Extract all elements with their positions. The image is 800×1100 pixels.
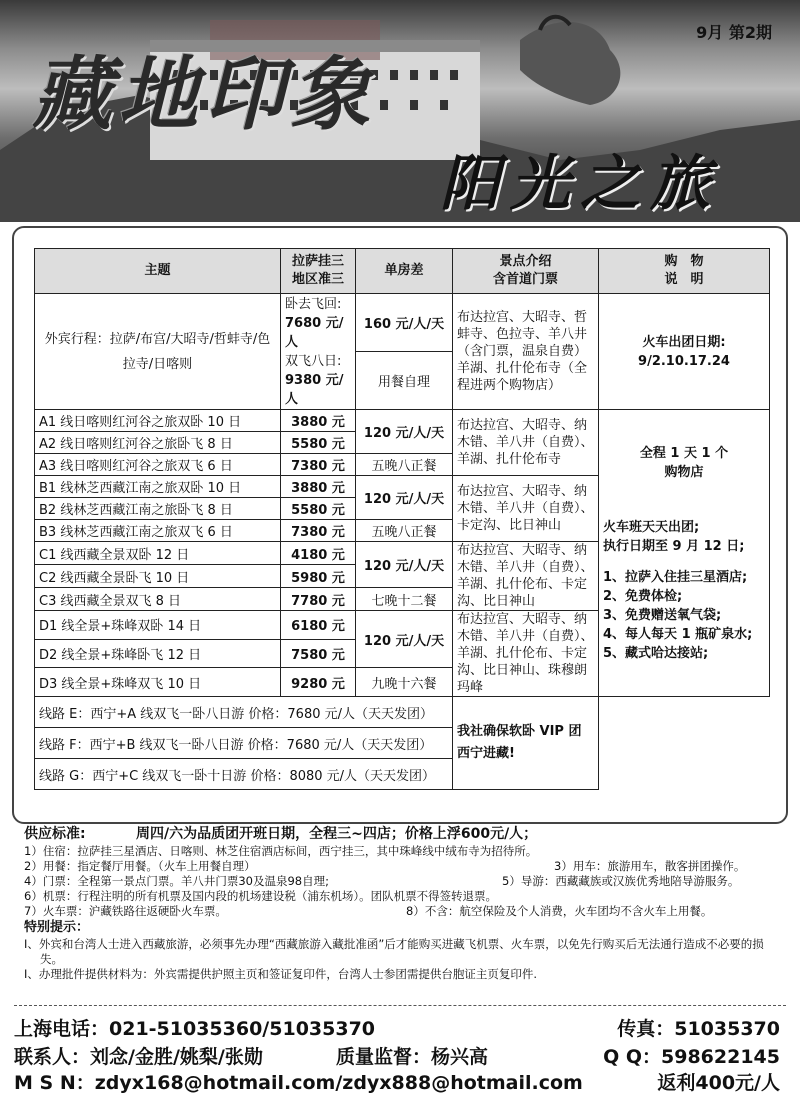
group-spots: 布达拉宫、大昭寺、纳木错、羊八井（自费）、羊湖、扎什伦布、卡定沟、比日神山、珠穆朗玛峰 <box>453 611 599 697</box>
fax: 传真：51035370 <box>617 1018 780 1040</box>
route-name: A1 线日喀则红河谷之旅双卧 10 日 <box>35 410 281 432</box>
header-single: 单房差 <box>356 249 453 294</box>
route-price: 9280 元 <box>281 668 356 697</box>
special-label: 特别提示： <box>24 920 90 935</box>
route-name: D1 线全景+珠峰双卧 14 日 <box>35 611 281 640</box>
contact-people: 联系人：刘念/金胜/姚梨/张勋 <box>14 1046 263 1068</box>
header-theme: 主题 <box>35 249 281 294</box>
contact-row-2 <box>14 1042 786 1068</box>
special-note: I、办理批件提供材料为：外宾需提供护照主页和签证复印件，台湾人士参团需提供台胞证主页复印件. <box>24 967 538 981</box>
line-e: 线路 E：西宁+A 线双飞一卧八日游 价格：7680 元/人（天天发团） <box>35 697 453 728</box>
phone: 上海电话：021-51035360/51035370 <box>14 1018 376 1040</box>
standard-item: 1）住宿：拉萨挂三星酒店、日喀则、林芝住宿酒店标间，西宁挂三，其中珠峰线中绒布寺为招待所。 <box>24 844 538 858</box>
header-price: 拉萨挂三 地区准三 <box>281 249 356 294</box>
route-name: B3 线林芝西藏江南之旅双飞 6 日 <box>35 520 281 542</box>
route-name: C2 线西藏全景卧飞 10 日 <box>35 565 281 588</box>
contact-row-3 <box>14 1068 786 1094</box>
route-price: 5980 元 <box>281 565 356 588</box>
foreign-shop: 火车出团日期: 9/2.10.17.24 <box>599 294 770 410</box>
divider <box>14 1005 786 1006</box>
standards-label: 供应标准: <box>24 826 86 842</box>
group-single: 120 元/人/天 <box>356 476 453 520</box>
foreign-price: 卧去飞回: 7680 元/人 双飞八日: 9380 元/人 <box>281 294 356 410</box>
line-row <box>35 697 770 728</box>
header-shopping: 购 物 说 明 <box>599 249 770 294</box>
group-meal: 九晚十六餐 <box>356 668 453 697</box>
foreign-row-1 <box>35 294 770 352</box>
title-sub: 阳光之旅 <box>440 149 720 219</box>
group-single: 120 元/人/天 <box>356 410 453 454</box>
group-spots: 布达拉宫、大昭寺、纳木错、羊八井（自费）、卡定沟、比日神山 <box>453 476 599 542</box>
foreign-theme: 外宾行程：拉萨/布宫/大昭寺/哲蚌寺/色拉寺/日喀则 <box>35 294 281 410</box>
route-price: 6180 元 <box>281 611 356 640</box>
route-price: 7780 元 <box>281 588 356 611</box>
route-name: A2 线日喀则红河谷之旅卧飞 8 日 <box>35 432 281 454</box>
group-spots: 布达拉宫、大昭寺、纳木错、羊八井（自费）、羊湖、扎什伦布寺 <box>453 410 599 476</box>
group-meal: 五晚八正餐 <box>356 454 453 476</box>
route-price: 5580 元 <box>281 498 356 520</box>
issue-number: 9月 第2期 <box>696 23 772 42</box>
table-row <box>35 410 770 432</box>
rebate: 返利400元/人 <box>657 1072 780 1094</box>
route-price: 3880 元 <box>281 410 356 432</box>
contact-row-1 <box>14 1014 786 1040</box>
vip-notice: 我社确保软卧 VIP 团西宁进藏! <box>453 697 599 790</box>
route-name: D2 线全景+珠峰卧飞 12 日 <box>35 639 281 668</box>
group-single: 120 元/人/天 <box>356 542 453 588</box>
route-price: 4180 元 <box>281 542 356 565</box>
header-banner <box>0 0 800 222</box>
route-price: 7380 元 <box>281 454 356 476</box>
standard-item: 2）用餐：指定餐厅用餐。（火车上用餐自理） 3）用车：旅游用车，散客拼团操作。 <box>24 859 746 873</box>
foreign-meal: 用餐自理 <box>356 352 453 410</box>
shop-notes: 全程 1 天 1 个 购物店 火车班天天出团; 执行日期至 9 月 12 日; 1、拉萨入住挂三星酒店; 2、免费体检; 3、免费赠送氧气袋; 4、每人每天 1 瓶矿泉水; 5、藏式哈达接站; <box>599 410 770 697</box>
standard-item: 7）火车票：沪藏铁路往返硬卧火车票。 8）不含：航空保险及个人消费，火车团均不含火车上用餐。 <box>24 904 713 918</box>
header-spots: 景点介绍 含首道门票 <box>453 249 599 294</box>
supply-standards <box>24 824 784 982</box>
standard-item: 4）门票：全程第一景点门票。羊八井门票30及温泉98自理; 5）导游：西藏藏族或汉族优秀地陪导游服务。 <box>24 874 740 888</box>
group-spots: 布达拉宫、大昭寺、纳木错、羊八井（自费）、羊湖、扎什伦布、卡定沟、比日神山 <box>453 542 599 611</box>
table-header-row <box>35 249 770 294</box>
foreign-spots: 布达拉宫、大昭寺、哲蚌寺、色拉寺、羊八井（含门票，温泉自费）羊湖、扎什伦布寺（全程进两个购物店） <box>453 294 599 410</box>
route-name: B2 线林芝西藏江南之旅卧飞 8 日 <box>35 498 281 520</box>
route-name: D3 线全景+珠峰双飞 10 日 <box>35 668 281 697</box>
route-price: 3880 元 <box>281 476 356 498</box>
standard-item: 6）机票：行程注明的所有机票及国内段的机场建设税（浦东机场）。团队机票不得签转退票。 <box>24 889 498 903</box>
qq: Q Q：598622145 <box>603 1046 780 1068</box>
standards-headline: 周四/六为品质团开班日期，全程三~四店；价格上浮600元/人； <box>136 826 538 842</box>
route-name: C3 线西藏全景双飞 8 日 <box>35 588 281 611</box>
itinerary-table <box>34 248 770 790</box>
foreign-single: 160 元/人/天 <box>356 294 453 352</box>
empty-cell <box>599 697 770 790</box>
line-f: 线路 F：西宁+B 线双飞一卧八日游 价格：7680 元/人（天天发团） <box>35 728 453 759</box>
group-meal: 七晚十二餐 <box>356 588 453 611</box>
route-name: A3 线日喀则红河谷之旅双飞 6 日 <box>35 454 281 476</box>
line-g: 线路 G：西宁+C 线双飞一卧十日游 价格：8080 元/人（天天发团） <box>35 759 453 790</box>
msn: M S N：zdyx168@hotmail.com/zdyx888@hotmail.com <box>14 1072 583 1094</box>
special-note: I、外宾和台湾人士进入西藏旅游，必须事先办理“西藏旅游入藏批准函”后才能购买进藏飞机票、火车票，以免先行购买后无法通行造成不必要的损失。 <box>24 937 764 966</box>
route-price: 7580 元 <box>281 639 356 668</box>
standards-headline-row <box>24 824 784 844</box>
route-name: B1 线林芝西藏江南之旅双卧 10 日 <box>35 476 281 498</box>
title-main: 藏地印象 <box>32 47 376 141</box>
route-price: 7380 元 <box>281 520 356 542</box>
group-single: 120 元/人/天 <box>356 611 453 668</box>
group-meal: 五晚八正餐 <box>356 520 453 542</box>
quality-supervisor: 质量监督：杨兴高 <box>336 1046 489 1068</box>
route-name: C1 线西藏全景双卧 12 日 <box>35 542 281 565</box>
route-price: 5580 元 <box>281 432 356 454</box>
